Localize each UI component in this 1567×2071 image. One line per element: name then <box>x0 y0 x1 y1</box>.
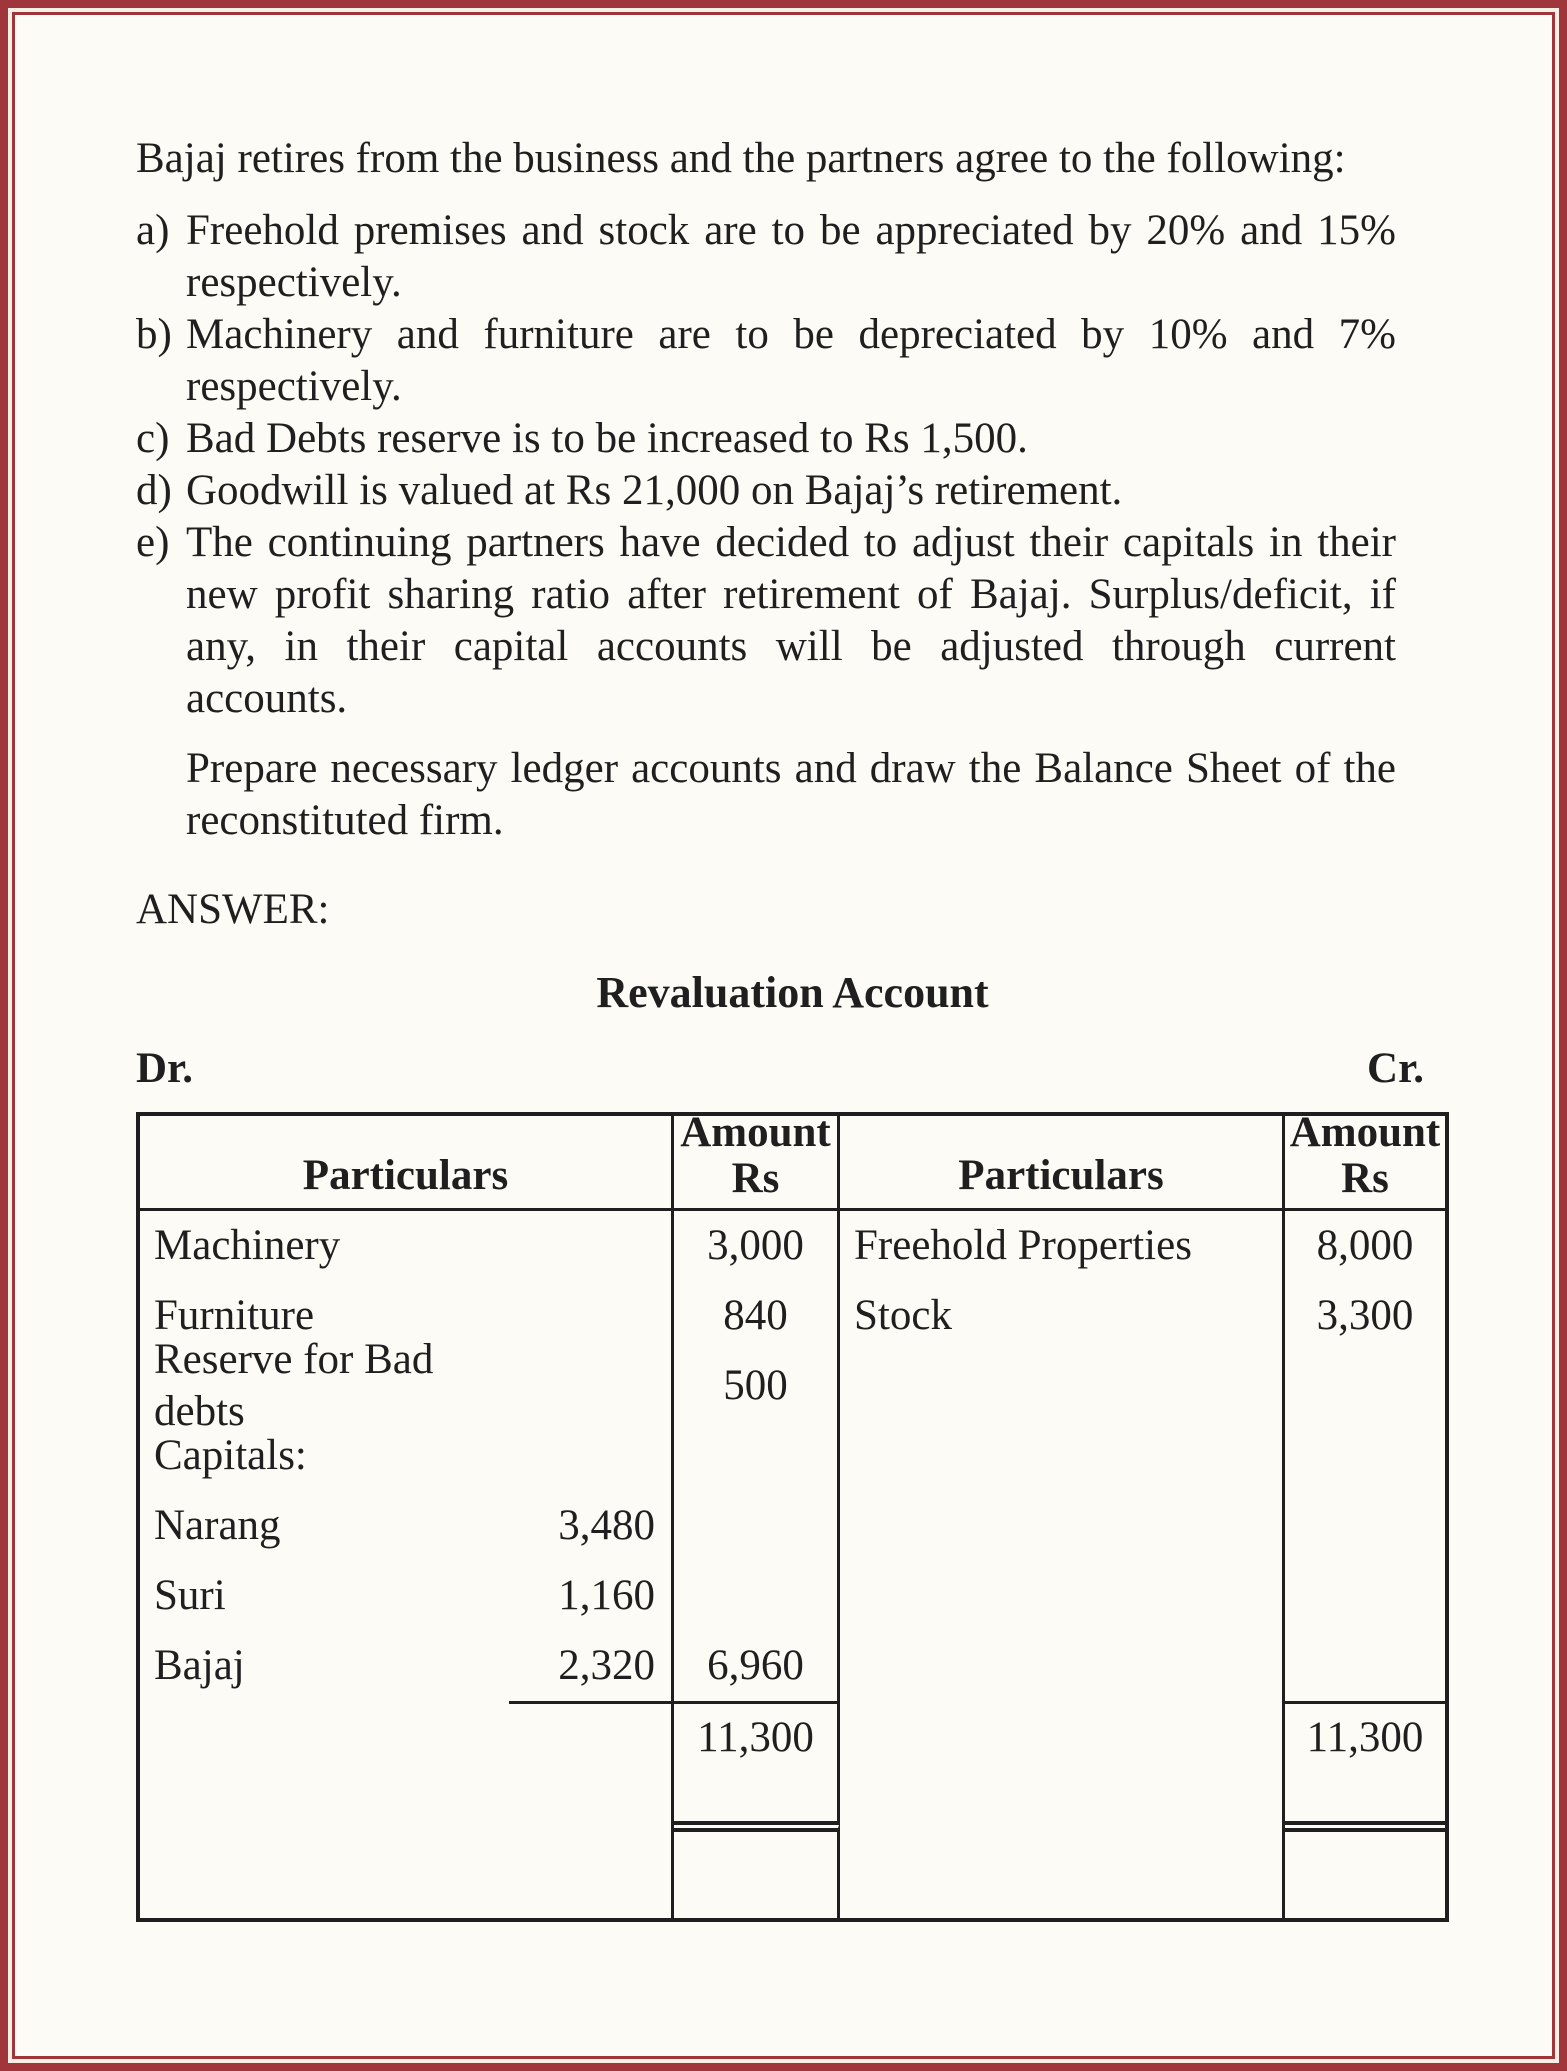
list-item-b <box>136 309 1396 413</box>
header-amount-right-line2: Rs <box>1341 1155 1389 1202</box>
table-cell-right-label <box>840 1351 1285 1421</box>
table-cell-left-amount: 6,960 <box>674 1631 840 1701</box>
header-amount-right <box>1285 1109 1445 1211</box>
table-cell-left-amount: 500 <box>674 1351 840 1421</box>
table-cell-right-label: Stock <box>840 1281 1285 1351</box>
table-cell-empty <box>840 1821 1285 1918</box>
table-cell-right-total: 11,300 <box>1285 1701 1445 1821</box>
header-amount-left-line1: Amount <box>680 1109 831 1156</box>
table-cell-left-amount <box>674 1561 840 1631</box>
item-text: Goodwill is valued at Rs 21,000 on Bajaj’s retirement. <box>186 467 1123 514</box>
left-total-closing-rule <box>674 1821 840 1918</box>
table-cell-right-label <box>840 1631 1285 1701</box>
item-marker: a) <box>136 207 170 254</box>
header-amount-right-line1: Amount <box>1289 1109 1441 1156</box>
header-particulars-right: Particulars <box>840 1116 1285 1211</box>
table-cell-right-amount <box>1285 1421 1445 1491</box>
table-cell-left-amount <box>674 1491 840 1561</box>
table-cell-left-label: Machinery <box>154 1222 341 1269</box>
table-cell-right-amount <box>1285 1351 1445 1421</box>
table-cell-empty <box>840 1701 1285 1821</box>
header-amount-left-line2: Rs <box>731 1155 780 1202</box>
header-amount-left <box>674 1109 840 1211</box>
table-cell-right-amount <box>1285 1491 1445 1561</box>
table-cell-left-amount: 3,000 <box>674 1211 840 1281</box>
table-cell-right-label <box>840 1421 1285 1491</box>
table-cell-left-label: Narang <box>154 1502 281 1549</box>
table-cell-empty <box>140 1701 509 1821</box>
table-cell-left-sub-amount <box>509 1351 674 1421</box>
table-cell-left-amount: 840 <box>674 1281 840 1351</box>
intro-paragraph: Bajaj retires from the business and the partners agree to the following: <box>136 135 1346 182</box>
table-cell-left-label: Reserve for Bad debts <box>154 1336 434 1435</box>
right-total-closing-rule <box>1285 1821 1445 1918</box>
table-cell-empty <box>140 1821 509 1918</box>
list-item-c <box>136 413 1396 465</box>
list-item-e <box>136 517 1396 847</box>
answer-label: ANSWER: <box>136 886 330 933</box>
table-cell-right-amount <box>1285 1561 1445 1631</box>
item-text: Bad Debts reserve is to be increased to Rs 1,500. <box>186 415 1028 462</box>
item-marker: c) <box>136 415 170 462</box>
dr-cr-row <box>136 1043 1449 1095</box>
item-marker: b) <box>136 311 172 358</box>
list-item-a <box>136 205 1396 309</box>
table-cell-right-label <box>840 1561 1285 1631</box>
table-cell-left-sub-amount: 2,320 <box>509 1631 674 1701</box>
table-cell-right-amount: 3,300 <box>1316 1292 1414 1339</box>
table-cell-left-sub-amount <box>509 1421 674 1491</box>
item-text-paragraph-2: Prepare necessary ledger accounts and draw the Balance Sheet of the reconstituted firm. <box>186 745 1396 844</box>
table-cell-left-sub-amount <box>509 1281 674 1351</box>
item-marker: e) <box>136 519 170 566</box>
item-text: Freehold premises and stock are to be appreciated by 20% and 15% respectively. <box>186 207 1396 306</box>
item-marker: d) <box>136 467 172 514</box>
sub-amount-total-rule <box>509 1701 674 1821</box>
table-cell-left-sub-amount: 1,160 <box>509 1561 674 1631</box>
table-cell-right-amount <box>1285 1631 1445 1701</box>
table-cell-left-total: 11,300 <box>674 1701 840 1821</box>
table-cell-left-sub-amount <box>509 1211 674 1281</box>
table-cell-empty <box>509 1821 674 1918</box>
table-cell-left-label: Capitals: <box>154 1432 307 1479</box>
conditions-list <box>136 205 1396 847</box>
cr-label: Cr. <box>1367 1045 1424 1092</box>
table-cell-left-label: Furniture <box>154 1292 315 1339</box>
page-border-gap <box>8 8 1559 2063</box>
document-page <box>12 12 1555 2059</box>
table-cell-left-sub-amount: 3,480 <box>509 1491 674 1561</box>
list-item-d <box>136 465 1396 517</box>
dr-label: Dr. <box>136 1045 193 1092</box>
account-title: Revaluation Account <box>596 968 989 1017</box>
page-content <box>15 15 1552 1922</box>
table-cell-right-label: Freehold Properties <box>840 1211 1285 1281</box>
table-cell-left-label: Suri <box>154 1572 226 1619</box>
table-cell-left-label: Bajaj <box>154 1642 245 1689</box>
table-cell-right-amount: 8,000 <box>1316 1222 1414 1269</box>
revaluation-account-table <box>136 1109 1449 1922</box>
question-text-block <box>136 133 1396 936</box>
header-particulars-left: Particulars <box>140 1116 674 1211</box>
table-cell-left-amount <box>674 1421 840 1491</box>
item-text: The continuing partners have decided to adjust their capitals in their new profit sharing ratio after retirement of Bajaj. Surplus/deficit, if any, in their capital accounts will be adjusted through current accounts. <box>186 519 1396 722</box>
table-cell-right-label <box>840 1491 1285 1561</box>
item-text: Machinery and furniture are to be depreciated by 10% and 7% respectively. <box>186 311 1396 410</box>
